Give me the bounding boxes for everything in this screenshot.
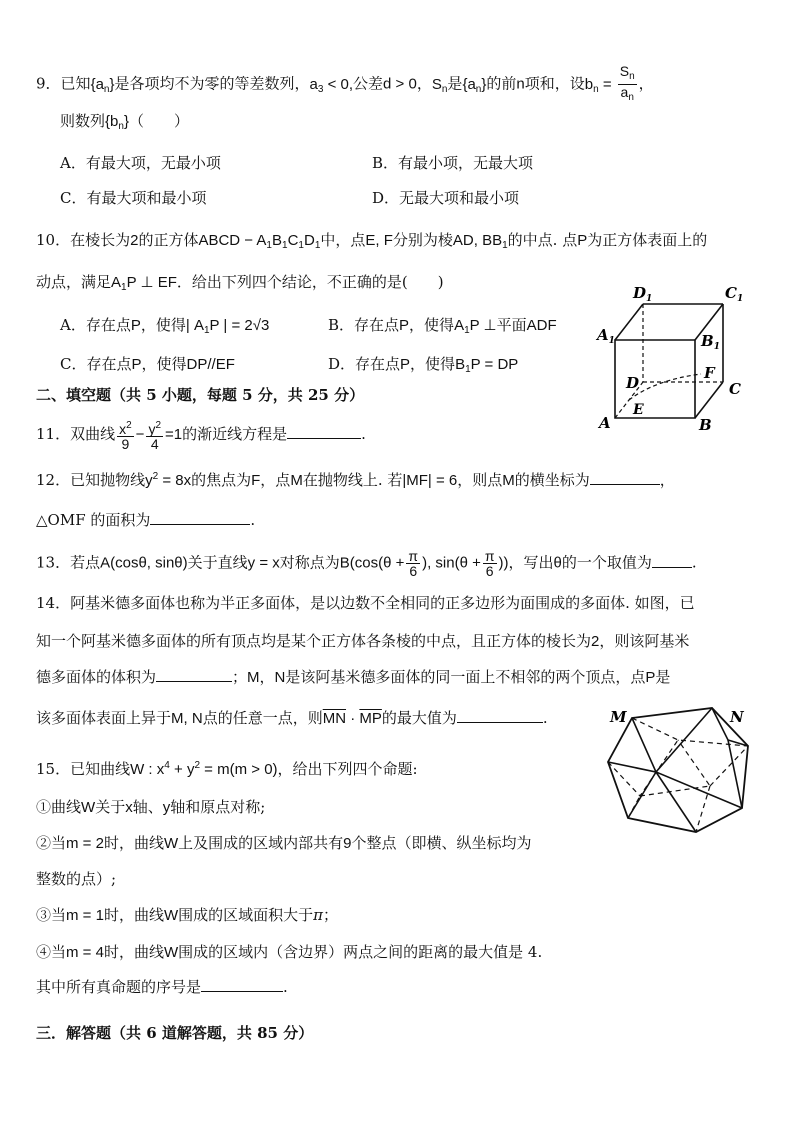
q15-proposition-2-cont: 整数的点）; bbox=[36, 870, 117, 888]
cube-edge-a1-d1 bbox=[615, 304, 643, 340]
label-b: B bbox=[699, 416, 712, 434]
q15-proposition-3: ③当m = 1时，曲线W围成的区域面积大于π； bbox=[36, 906, 339, 924]
label-c: C bbox=[729, 380, 741, 398]
solid-hidden-edges-3 bbox=[640, 740, 710, 796]
q9-line2: 则数列$\{b_n\}$（ ） bbox=[60, 112, 189, 132]
q14-number: 14． bbox=[36, 594, 71, 612]
solid-edges-front-5 bbox=[728, 740, 742, 808]
q9-fraction: $\frac{S_n}{a_n}$ bbox=[619, 63, 635, 103]
q11-number: 11． bbox=[36, 425, 71, 443]
q14-line4: 该多面体表面上异于M, N点的任意一点，则$\overline{MN} \cdot \overline{MP}$的最大值为 . bbox=[36, 709, 548, 727]
q9-option-d: D．无最大项和最小项 bbox=[372, 189, 520, 207]
q15-answer-line: 其中所有真命题的序号是 . bbox=[36, 978, 288, 996]
q10-line1: 10．在棱长为2的正方体ABCD − $A_1B_1C_1D_1$中，点E, F分别为棱AD, $BB_1$的中点. 点P为正方体表面上的 bbox=[36, 231, 708, 251]
label-a1: $A_1$ bbox=[597, 326, 615, 346]
label-f: F bbox=[704, 364, 715, 382]
q15-proposition-4: ④当m = 4时，曲线W围成的区域内（含边界）两点之间的距离的最大值是 4. bbox=[36, 943, 543, 961]
q10-option-d: D．存在点P，使得$B_1P$ = DP bbox=[328, 355, 519, 375]
q13-answer-blank[interactable] bbox=[652, 553, 692, 568]
cube-figure bbox=[595, 280, 765, 435]
q15-answer-blank[interactable] bbox=[201, 977, 283, 992]
q11-line: 11．双曲线 $\frac{x^2}{9}$ − $\frac{y^2}{4}$ =1的渐近线方程是 . bbox=[36, 420, 366, 452]
q10-option-b: B．存在点P，使得$A_1P$ ⊥平面ADF bbox=[328, 316, 557, 336]
q13-number: 13． bbox=[36, 553, 71, 572]
q15-proposition-1: ①曲线W关于x轴、y轴和原点对称; bbox=[36, 798, 266, 816]
q10-option-c: C．存在点P，使得DP//EF bbox=[60, 355, 235, 373]
q9-option-b: B．有最小项，无最大项 bbox=[372, 154, 534, 172]
q14-line3: 德多面体的体积为 ；M，N是该阿基米德多面体的同一面上不相邻的两个顶点，点P是 bbox=[36, 668, 671, 686]
q12-answer-blank-1[interactable] bbox=[590, 470, 660, 485]
q12-line1: 12．已知抛物线$y^2 = 8x$的焦点为F，点M在抛物线上. 若|MF| = 6，则点M的横坐标为 ， bbox=[36, 471, 675, 489]
q14-line2: 知一个阿基米德多面体的所有顶点均是某个正方体各条棱的中点，且正方体的棱长为2，则该阿基米 bbox=[36, 632, 690, 650]
q14-answer-blank-1[interactable] bbox=[156, 667, 232, 682]
label-n: N bbox=[730, 708, 744, 726]
q9-option-c: C．有最大项和最小项 bbox=[60, 189, 207, 207]
q9-number: 9． bbox=[36, 74, 61, 93]
label-b1: $B_1$ bbox=[701, 332, 720, 352]
label-m: M bbox=[610, 708, 627, 726]
q10-number: 10． bbox=[36, 231, 71, 249]
q9-line1: 9．已知$\{a_n\}$是各项均不为零的等差数列，$a_3 < 0$,公差d > 0，$S_n$是$\{a_n\}$的前n项和，设$b_n$ = $\frac{S_n}{a_n}$ ， bbox=[36, 63, 654, 103]
q15-number: 15． bbox=[36, 760, 71, 778]
label-d: D bbox=[626, 374, 640, 392]
q14-line1: 14．阿基米德多面体也称为半正多面体，是以边数不全相同的正多边形为面围成的多面体. 如图，已 bbox=[36, 594, 695, 612]
solid-hidden-edges-4 bbox=[710, 746, 748, 786]
cube-segment-e-f bbox=[629, 374, 701, 400]
q13-line: 13．若点A(cosθ, sinθ)关于直线y = x对称点为B(cos(θ + $\frac{\pi}{6}$ ), sin(θ + $\frac{\pi}{6}$ ))，写出θ的一个取值为 . bbox=[36, 548, 697, 579]
cube-edge-b-c bbox=[695, 382, 723, 418]
q10-option-a: A．存在点P，使得| $A_1P$ | = 2√3 bbox=[60, 316, 270, 336]
solid-outline bbox=[608, 708, 748, 832]
label-d1: $D_1$ bbox=[633, 284, 653, 304]
label-e: E bbox=[633, 402, 644, 418]
archimedean-solid-figure bbox=[600, 700, 770, 840]
solid-hidden-edges-5 bbox=[628, 796, 640, 818]
q11-answer-blank[interactable] bbox=[287, 424, 361, 439]
q12-answer-blank-2[interactable] bbox=[150, 510, 250, 525]
q9-option-a: A．有最大项，无最小项 bbox=[60, 154, 221, 172]
q15-proposition-2: ②当m = 2时，曲线W上及围成的区域内部共有9个整点（即横、纵坐标均为 bbox=[36, 834, 532, 852]
q15-line1: 15．已知曲线W : $x^4 + y^2 = m(m > 0)$，给出下列四个命题: bbox=[36, 760, 418, 778]
q14-answer-blank-2[interactable] bbox=[457, 708, 543, 723]
solid-hidden-edges-2 bbox=[608, 740, 678, 796]
label-c1: $C_1$ bbox=[725, 284, 744, 304]
section-2-title: 二、填空题（共 5 小题，每题 5 分，共 25 分） bbox=[36, 386, 365, 404]
label-a: A bbox=[599, 414, 611, 432]
q10-line2: 动点，满足$A_1P$ ⊥ EF．给出下列四个结论，不正确的是( ) bbox=[36, 273, 444, 293]
section-3-title: 三．解答题（共 6 道解答题，共 85 分） bbox=[36, 1024, 314, 1042]
q12-line2: △OMF 的面积为 . bbox=[36, 511, 256, 529]
q12-number: 12． bbox=[36, 471, 71, 489]
